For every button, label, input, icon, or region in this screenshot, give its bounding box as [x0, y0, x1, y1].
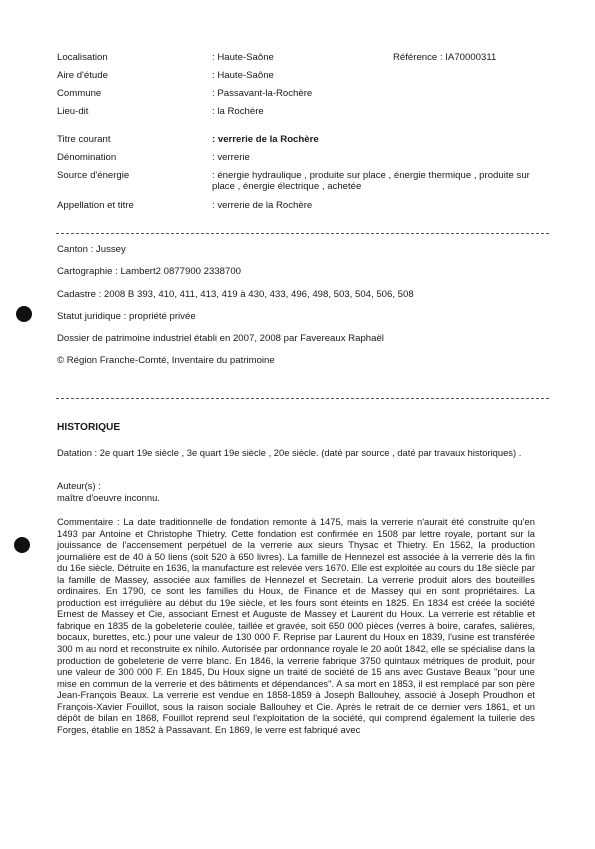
- cadastre-line: Cadastre : 2008 B 393, 410, 411, 413, 419 à 430, 433, 496, 498, 503, 504, 506, 508: [57, 289, 414, 300]
- titre-label: Titre courant: [57, 134, 111, 145]
- canton-line: Canton : Jussey: [57, 244, 126, 255]
- lieudit-value: : la Rochère: [212, 106, 264, 117]
- appellation-value: : verrerie de la Rochère: [212, 200, 313, 211]
- denomination-label: Dénomination: [57, 152, 117, 163]
- divider-middle: [56, 398, 549, 399]
- historique-heading: HISTORIQUE: [57, 422, 121, 433]
- cartographie-line: Cartographie : Lambert2 0877900 2338700: [57, 266, 242, 277]
- source-label: Source d'énergie: [57, 170, 130, 181]
- punch-hole-bottom: [14, 537, 30, 553]
- divider-top: [56, 233, 549, 234]
- aire-label: Aire d'étude: [57, 70, 108, 81]
- commune-value: : Passavant-la-Rochère: [212, 88, 313, 99]
- punch-hole-top: [16, 306, 32, 322]
- aire-value: : Haute-Saône: [212, 70, 274, 81]
- commentaire-text: Commentaire : La date traditionnelle de fondation remonte à 1475, mais la verrerie n'aurait été construite qu'en 1493 par Antoine et Christophe Thietry. Cette fondation est confirmée en 1508 par lettre royale, portant sur la jouissance de l'accensement perpétuel de la verrerie aux sieurs Thysac et Thietry. En 1562, la production journalière est de 40 à 50 liens (soit 520 à 650 livres). La famille de Hennezel est associée à la verrerie dès la fin du 16e siècle. Détruite en 1636, la manufacture est relevée vers 1670. Elle est exploitée au cours du 18e siècle par la famille de Massey, associée aux familles de Hennezel et Secretain. La verrerie produit alors des bouteilles ordinaires. En 1790, ce sont les familles du Houx, de Finance et de Massey qui en sont propriétaires. La production est irrégulière au début du 19e siècle, et les fours sont éteints en 1825. En 1834 est créée la société Ernest de Massey et Cie, associant Ernest et Auguste de Massey et Laurent du Houx. La verrerie est rétablie et fabrique en 1835 de la gobeleterie coulée, taillée et gravée, soit 650 000 pièces (verres à boire, carafes, salières, bocaux, burettes, etc.) pour une valeur de 130 000 F. Reprise par Laurent du Houx en 1839, l'usine est transférée 300 m au nord et reconstruite ex nihilo. Autorisée par ordonnance royale le 20 août 1842, elle se spécialise dans la production de gobeleterie de verre blanc. En 1846, la verrerie fabrique 3750 quintaux métriques de produit, pour une valeur de 300 000 F. En 1845, Du Houx signe un traité de société de 15 ans avec Gustave Beaux "pour une mise en commun de la verrerie et des bâtiments et dépendances". A sa mort en 1853, il est remplacé par son père Jean-François Beaux. La verrerie est vendue en 1858-1859 à Joseph Ballouhey, associé à Joseph Proudhon et François-Xavier Fouillot, sous la raison sociale Ballouhey et Cie. Après le retrait de ce dernier vers 1861, et un dépôt de bilan en 1868, Fouillot reprend seul l'exploitation de la société, qui comprend également la tuilerie des Forges, établie en 1852 à Passavant. En 1869, le verre est fabriqué avec: [57, 516, 535, 735]
- reference-value: : IA70000311: [439, 52, 497, 63]
- reference-label: Référence: [393, 52, 438, 63]
- appellation-label: Appellation et titre: [57, 200, 134, 211]
- denomination-value: : verrerie: [212, 152, 250, 163]
- titre-value: : verrerie de la Rochère: [212, 134, 319, 145]
- source-value: : énergie hydraulique , produite sur place , énergie thermique , produite sur place , énergie électrique , achetée: [212, 170, 530, 192]
- copyright-line: © Région Franche-Comté, Inventaire du patrimoine: [57, 355, 275, 366]
- datation-text: Datation : 2e quart 19e siècle , 3e quart 19e siècle , 20e siècle. (daté par source , daté par travaux historiques) .: [57, 447, 522, 458]
- dossier-line: Dossier de patrimoine industriel établi en 2007, 2008 par Favereaux Raphaël: [57, 333, 384, 344]
- localisation-label: Localisation: [57, 52, 108, 63]
- localisation-value: : Haute-Saône: [212, 52, 274, 63]
- commune-label: Commune: [57, 88, 102, 99]
- statut-line: Statut juridique : propriété privée: [57, 311, 196, 322]
- reference-field: [393, 52, 496, 64]
- auteurs-label: Auteur(s) :: [57, 480, 101, 491]
- lieudit-label: Lieu-dit: [57, 106, 89, 117]
- auteurs-value: maître d'oeuvre inconnu.: [57, 492, 160, 503]
